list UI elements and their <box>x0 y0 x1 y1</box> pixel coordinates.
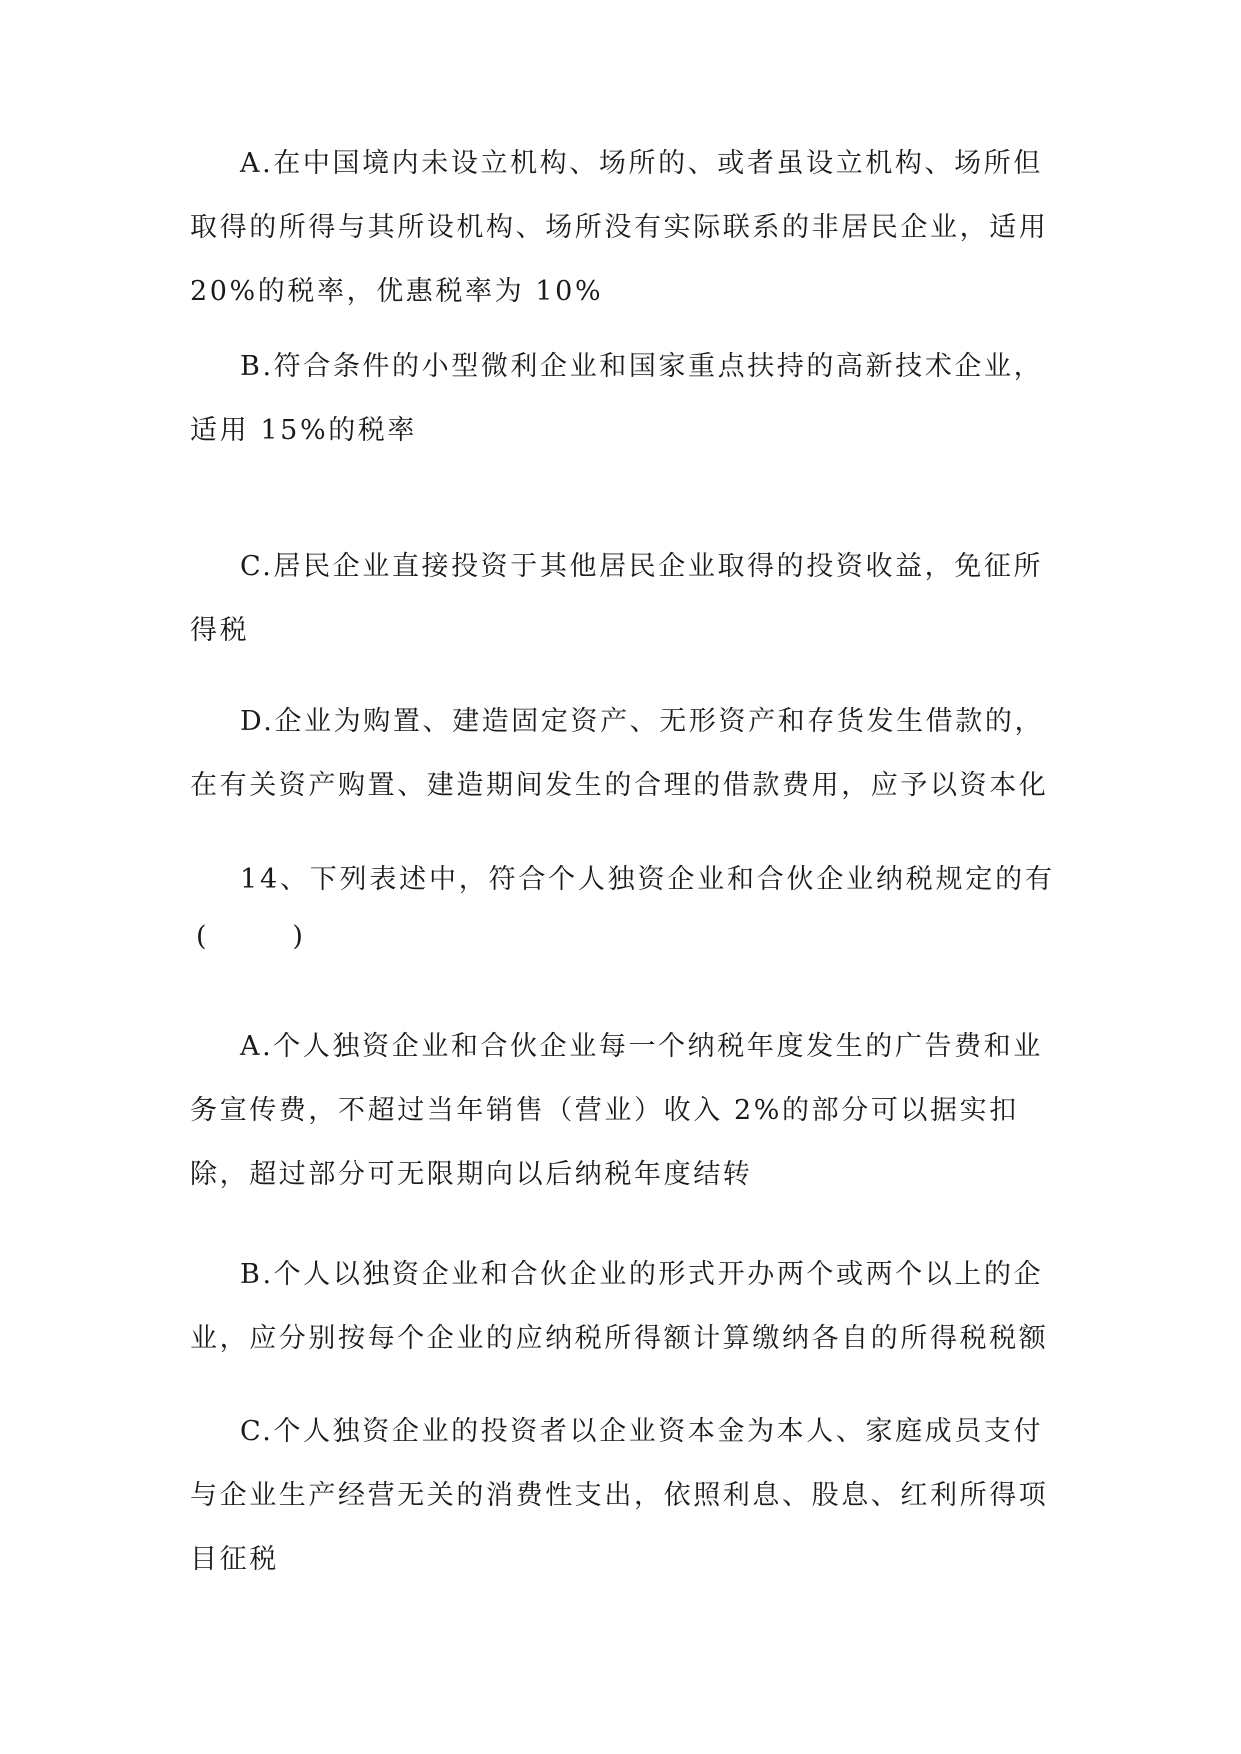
option-c-investment-income: C.居民企业直接投资于其他居民企业取得的投资收益，免征所得税 <box>190 551 1044 646</box>
option-c-consumption-expenditure: C.个人独资企业的投资者以企业资本金为本人、家庭成员支付与企业生产经营无关的消费性支出，依照利息、股息、红利所得项目征税 <box>190 1416 1049 1575</box>
option-a-tax-rate: A.在中国境内未设立机构、场所的、或者虽设立机构、场所但取得的所得与其所设机构、场所没有实际联系的非居民企业，适用 20%的税率，优惠税率为 10% <box>190 148 1049 307</box>
answer-blank: ( ) <box>196 921 303 952</box>
option-d-borrowing-costs: D.企业为购置、建造固定资产、无形资产和存货发生借款的，在有关资产购置、建造期间发生的合理的借款费用，应予以资本化 <box>190 706 1049 801</box>
option-b-tax-rate: B.符合条件的小型微利企业和国家重点扶持的高新技术企业，适用 15%的税率 <box>190 351 1044 446</box>
option-b-multiple-enterprises: B.个人以独资企业和合伙企业的形式开办两个或两个以上的企业，应分别按每个企业的应纳税所得额计算缴纳各自的所得税税额 <box>190 1259 1049 1354</box>
option-a-advertising-expense: A.个人独资企业和合伙企业每一个纳税年度发生的广告费和业务宣传费，不超过当年销售（营业）收入 2%的部分可以据实扣除，超过部分可无限期向以后纳税年度结转 <box>190 1031 1043 1190</box>
question-14-stem: 14、下列表述中，符合个人独资企业和合伙企业纳税规定的有 <box>240 864 1055 895</box>
